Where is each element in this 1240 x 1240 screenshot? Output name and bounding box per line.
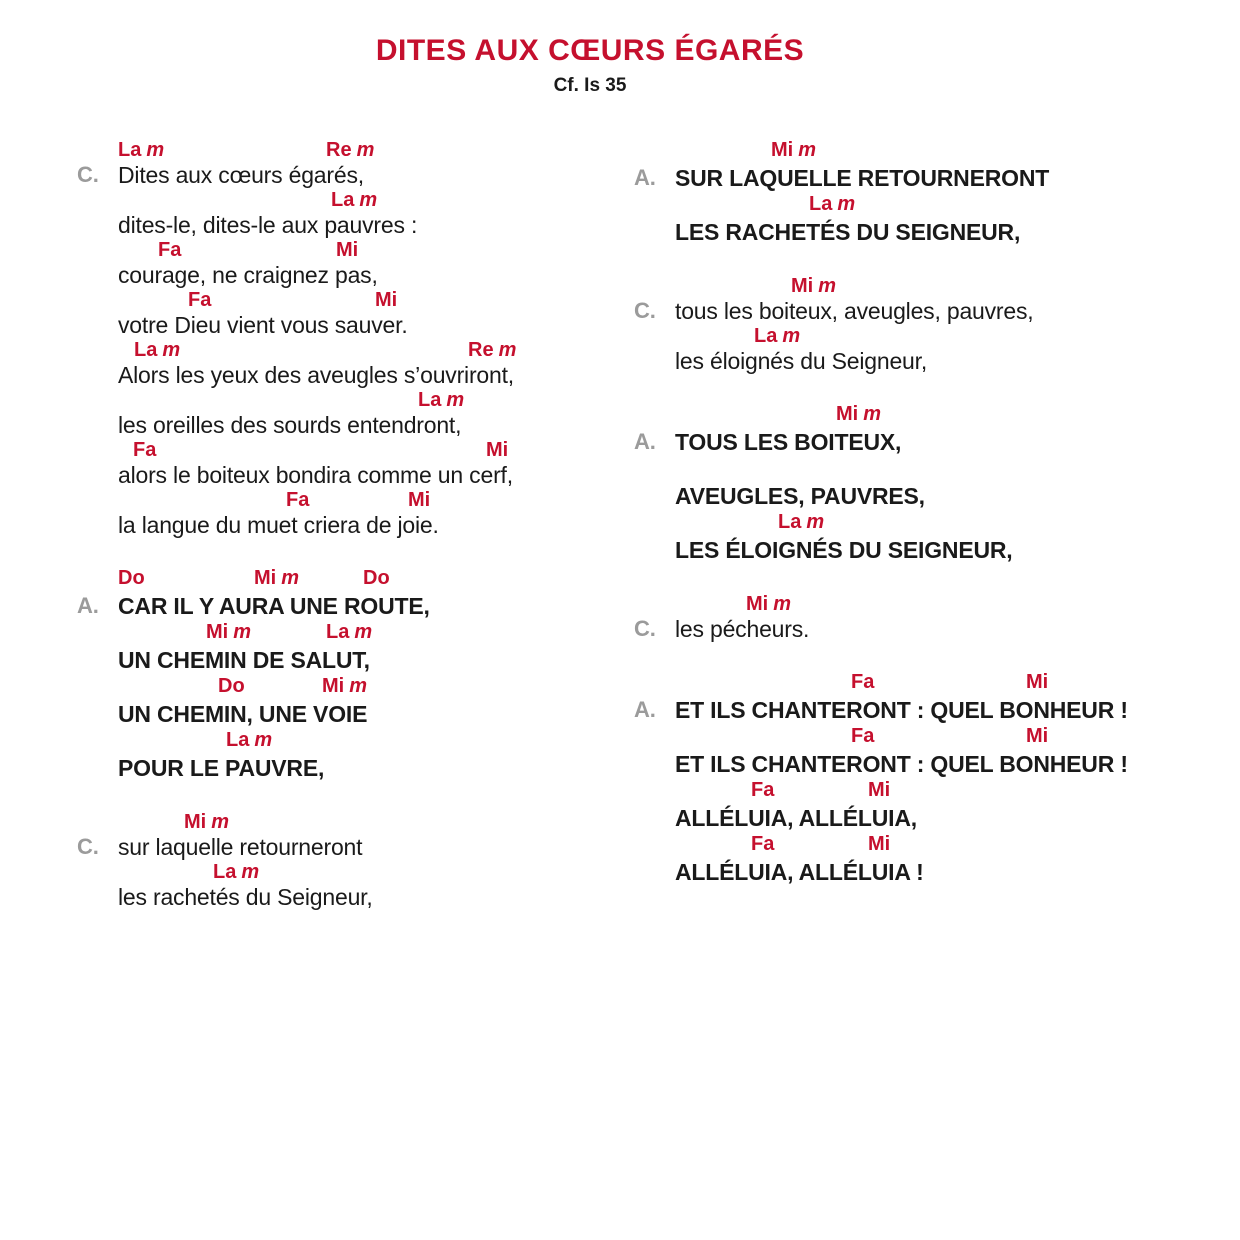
lyric-text: dites-le, dites-le aux pauvres : [118,212,418,238]
lyric-text: Dites aux cœurs égarés, [118,162,364,188]
lyric-line-group [118,188,623,238]
lyric-line [77,592,623,620]
section-label: A. [634,429,656,454]
chord-row [675,778,1205,804]
lyric-line [118,754,623,782]
chord-minor-suffix: m [356,139,375,161]
chord-root: Mi [184,811,207,833]
lyric-text: SUR LAQUELLE RETOURNERONT [675,165,1050,191]
chord-minor-suffix: m [818,275,837,297]
chord-mi-minor [184,810,229,834]
chord-row [675,724,1205,750]
chord-row [118,338,623,362]
chord-root: Mi [1026,671,1049,693]
lyric-line-group [675,510,1205,564]
chord-re-minor [326,138,374,162]
lyric-line [118,412,623,438]
lyric-line-group [634,274,1205,324]
lyric-line-group [118,438,623,488]
lyric-line-group [675,324,1205,374]
chord-root: Fa [751,833,775,855]
lyric-text: TOUS LES BOITEUX, [675,429,902,455]
chord-row [675,670,1205,696]
song-section [77,810,623,910]
chord-root: Do [218,675,245,697]
chord-row [675,456,1205,482]
lyric-line-group [675,832,1205,886]
chord-row [118,860,623,884]
chord-mi [868,832,890,856]
chord-fa [158,238,181,262]
chord-root: La [118,139,142,161]
lyric-line-group [118,674,623,728]
song-section [634,138,1205,246]
lyric-text: les oreilles des sourds entendront, [118,412,462,438]
chord-root: Fa [851,725,875,747]
chord-root: Re [326,139,352,161]
chord-fa [751,778,774,802]
lyric-line-group [118,728,623,782]
chord-minor-suffix: m [782,325,801,347]
song-section [634,670,1205,886]
chord-row [118,728,623,754]
lyric-line [118,362,623,388]
chord-la-minor [418,388,464,412]
chord-root: Mi [408,489,431,511]
chord-mi-minor [771,138,816,162]
right-column [634,138,1205,914]
chord-root: Fa [286,489,310,511]
lyric-line-group [634,670,1205,724]
chord-root: La [213,861,237,883]
chord-minor-suffix: m [498,339,517,361]
chord-row [675,510,1205,536]
chord-root: Mi [336,239,359,261]
chord-root: Mi [486,439,509,461]
chord-row [675,138,1205,164]
chord-root: Fa [158,239,182,261]
lyric-line-group [77,810,623,860]
lyric-line [77,834,623,860]
chord-mi [1026,724,1048,748]
lyric-line [634,298,1205,324]
chord-mi [408,488,430,512]
lyric-line-group [634,138,1205,192]
chord-mi [375,288,397,312]
chord-re-minor [468,338,516,362]
lyric-line [118,312,623,338]
lyric-line [634,696,1205,724]
lyric-line-group [675,456,1205,510]
chord-minor-suffix: m [773,593,792,615]
lyric-text: votre Dieu vient vous sauver. [118,312,408,338]
lyric-text: UN CHEMIN DE SALUT, [118,647,370,673]
song-section [634,274,1205,374]
lyric-line [634,164,1205,192]
lyric-line [634,616,1205,642]
chord-row [118,488,623,512]
chord-la-minor [754,324,800,348]
chord-row [118,438,623,462]
chord-minor-suffix: m [798,139,817,161]
lyric-text: courage, ne craignez pas, [118,262,378,288]
chord-mi-minor [746,592,791,616]
lyric-line-group [77,138,623,188]
chord-minor-suffix: m [146,139,165,161]
chord-root: La [326,621,350,643]
chord-minor-suffix: m [233,621,252,643]
lyric-text: UN CHEMIN, UNE VOIE [118,701,368,727]
chord-root: Mi [206,621,229,643]
song-section [634,402,1205,564]
page-subtitle: Cf. Is 35 [553,75,627,96]
chord-root: La [754,325,778,347]
chord-minor-suffix: m [162,339,181,361]
chord-root: Fa [751,779,775,801]
chord-row [675,832,1205,858]
chord-root: La [226,729,250,751]
chord-mi [336,238,358,262]
chord-minor-suffix: m [281,567,300,589]
section-label: C. [77,162,99,187]
lyric-line [675,858,1205,886]
section-label: A. [634,165,656,190]
chord-root: Do [118,567,145,589]
lyric-line [118,262,623,288]
chord-root: La [331,189,355,211]
chord-la-minor [118,138,164,162]
chord-fa [851,724,874,748]
chord-row [675,402,1205,428]
lyric-line-group [634,402,1205,456]
chord-minor-suffix: m [349,675,368,697]
chord-mi [868,778,890,802]
lyric-line-group [118,388,623,438]
lyric-line [675,536,1205,564]
lyric-text: les éloignés du Seigneur, [675,348,928,374]
lyric-text: LES ÉLOIGNÉS DU SEIGNEUR, [675,537,1013,563]
lyric-line [675,750,1205,778]
lyric-line [118,462,623,488]
chord-minor-suffix: m [241,861,260,883]
section-label: C. [77,834,99,859]
lyric-line [634,428,1205,456]
chord-la-minor [778,510,824,534]
chord-mi [1026,670,1048,694]
chord-root: Mi [791,275,814,297]
lyric-text: tous les boiteux, aveugles, pauvres, [675,298,1034,324]
chord-fa [751,832,774,856]
chord-root: Mi [375,289,398,311]
chord-la-minor [331,188,377,212]
chord-root: La [418,389,442,411]
section-label: C. [634,616,656,641]
chord-minor-suffix: m [254,729,273,751]
song-section [77,138,623,538]
chord-mi-minor [322,674,367,698]
chord-root: Mi [868,833,891,855]
chord-mi-minor [836,402,881,426]
lyric-line [675,482,1205,510]
chord-root: Mi [771,139,794,161]
chord-row [118,138,623,162]
chord-row [118,388,623,412]
chord-row [118,566,623,592]
chord-root: La [778,511,802,533]
chord-fa [851,670,874,694]
chord-la-minor [134,338,180,362]
chord-la-minor [226,728,272,752]
chord-row [675,324,1205,348]
lyric-text: Alors les yeux des aveugles s’ouvriront, [118,362,514,388]
lyric-line-group [77,566,623,620]
chord-root: Mi [868,779,891,801]
chord-root: Mi [1026,725,1049,747]
chord-minor-suffix: m [806,511,825,533]
chord-minor-suffix: m [446,389,465,411]
chord-fa [286,488,309,512]
chord-row [118,288,623,312]
lyric-line-group [118,488,623,538]
section-label: A. [634,697,656,722]
song-section [77,566,623,782]
chord-do [218,674,245,698]
lyric-line-group [675,778,1205,832]
lyric-line-group [118,860,623,910]
left-column [77,138,623,938]
chord-mi [486,438,508,462]
lyric-text: ET ILS CHANTERONT : QUEL BONHEUR ! [675,751,1128,777]
song-section [634,592,1205,642]
chord-root: Mi [836,403,859,425]
section-label: C. [634,298,656,323]
chord-mi-minor [254,566,299,590]
chord-mi-minor [791,274,836,298]
chord-minor-suffix: m [354,621,373,643]
lyric-line-group [118,288,623,338]
lyric-line-group [675,724,1205,778]
chord-row [675,592,1205,616]
lyric-line [118,212,623,238]
lyric-line-group [634,592,1205,642]
lyric-text: sur laquelle retourneront [118,834,363,860]
chord-root: La [134,339,158,361]
lyric-line-group [118,338,623,388]
lyric-text: ET ILS CHANTERONT : QUEL BONHEUR ! [675,697,1128,723]
chord-la-minor [326,620,372,644]
lyric-text: ALLÉLUIA, ALLÉLUIA, [675,805,917,831]
chord-row [675,274,1205,298]
lyric-line [675,218,1205,246]
lyric-line-group [118,238,623,288]
chord-row [675,192,1205,218]
chord-root: Re [468,339,494,361]
lyric-text: AVEUGLES, PAUVRES, [675,483,925,509]
chord-row [118,674,623,700]
chord-minor-suffix: m [211,811,230,833]
chord-root: Fa [133,439,157,461]
chord-minor-suffix: m [837,193,856,215]
chord-minor-suffix: m [863,403,882,425]
chord-row [118,620,623,646]
chord-minor-suffix: m [359,189,378,211]
lyric-text: CAR IL Y AURA UNE ROUTE, [118,593,430,619]
lyric-line [77,162,623,188]
header [0,34,1180,97]
chord-do [363,566,390,590]
lyric-text: ALLÉLUIA, ALLÉLUIA ! [675,859,924,885]
chord-fa [133,438,156,462]
lyric-line-group [675,192,1205,246]
lyric-line [118,884,623,910]
chord-row [118,238,623,262]
chord-la-minor [213,860,259,884]
section-label: A. [77,593,99,618]
lyric-line-group [118,620,623,674]
lyric-text: LES RACHETÉS DU SEIGNEUR, [675,219,1021,245]
lyric-line [118,700,623,728]
chord-fa [188,288,211,312]
chord-root: Do [363,567,390,589]
lyric-text: la langue du muet criera de joie. [118,512,439,538]
lyric-text: les pécheurs. [675,616,810,642]
page-title: DITES AUX CŒURS ÉGARÉS [375,34,805,67]
lyric-text: les rachetés du Seigneur, [118,884,373,910]
chord-root: Mi [746,593,769,615]
chord-root: La [809,193,833,215]
chord-la-minor [809,192,855,216]
lyric-line [118,512,623,538]
chord-row [118,810,623,834]
chord-root: Mi [254,567,277,589]
chord-root: Fa [851,671,875,693]
chord-row [118,188,623,212]
chord-root: Mi [322,675,345,697]
lyric-line [675,804,1205,832]
chord-root: Fa [188,289,212,311]
chord-mi-minor [206,620,251,644]
chord-do [118,566,145,590]
lyric-line [118,646,623,674]
lyric-line [675,348,1205,374]
lyric-text: POUR LE PAUVRE, [118,755,325,781]
lyric-text: alors le boiteux bondira comme un cerf, [118,462,513,488]
